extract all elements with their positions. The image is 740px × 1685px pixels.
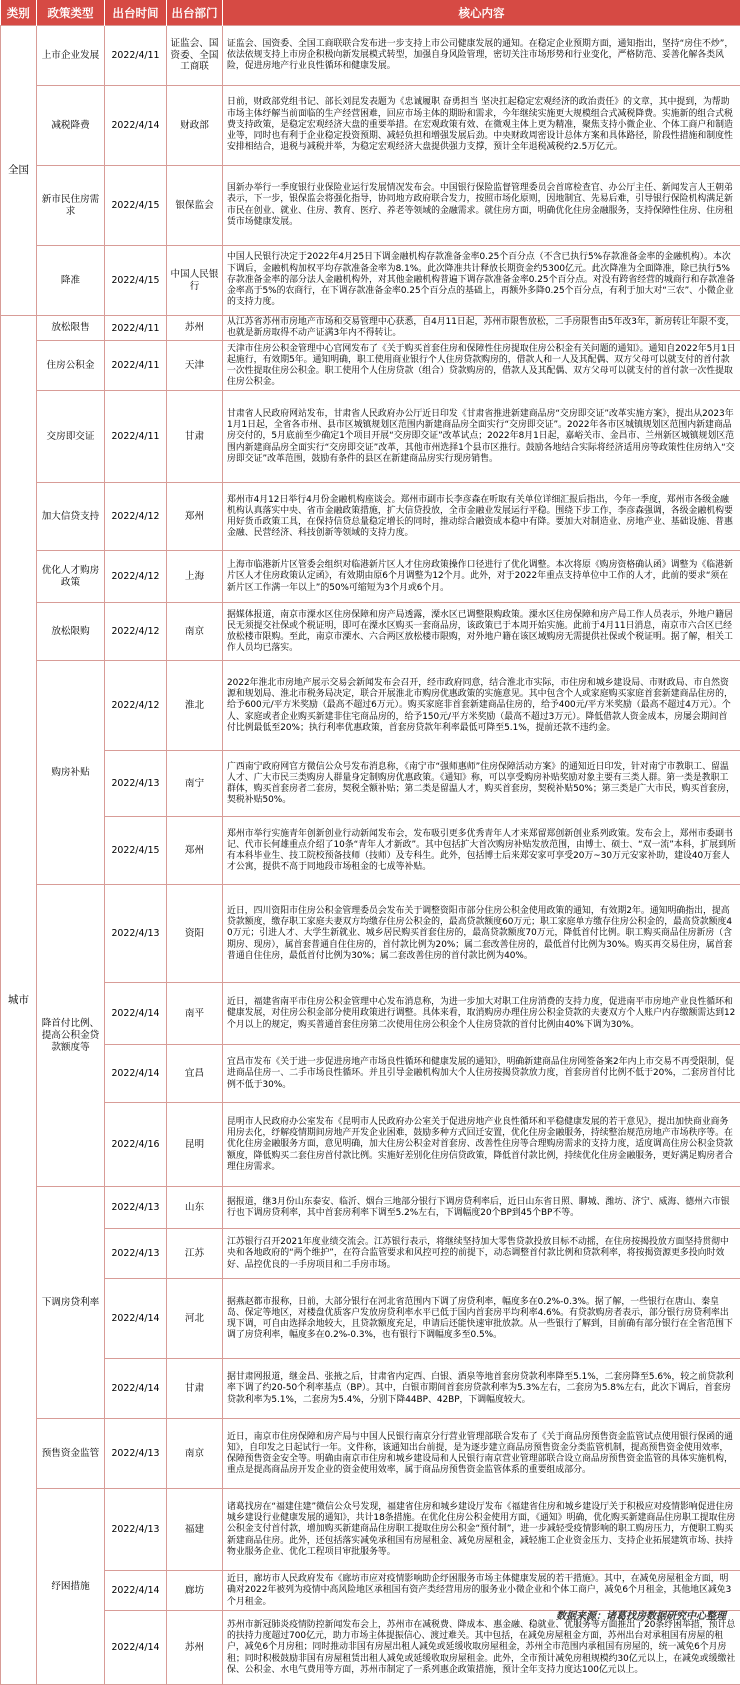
date-cell: 2022/4/14: [105, 86, 167, 166]
header-date: 出台时间: [105, 0, 167, 26]
policy-type: 住房公积金: [37, 341, 105, 391]
content-cell: 近日，四川资阳市住房公积金管理委员会发布关于调整资阳市部分住房公积金使用政策的通知，有效期2年。通知明确指出，提高贷款额度，缴存职工家庭夫妻双方均缴存住房公积金的，最高贷款额度60万元；职工家庭单方缴存住房公积金的，最高贷款额度40万元；引进人才、大学生新就业、城乡居民购买首套住房的，最高贷款额度70万元，降低首付比例。职工购买商品住房新房（含期房、现房），属首套普通自住住房的，首付款比例为20%；属二套改善住房的，最低首付比例为30%。购买再交易住房，属首套普通自住住房，最低首付比例为30%；属二套改善住房的首付款比例为40%。: [223, 885, 740, 983]
department-cell: 中国人民银行: [167, 246, 223, 316]
table-row: [1, 1103, 740, 1187]
table-row: [1, 751, 740, 817]
content-cell: 据报道，继3月份山东泰安、临沂、烟台三地部分银行下调房贷利率后，近日山东省日照、聊城、潍坊、济宁、威海、德州六市银行也下调房贷利率，其中首套房利率下调至5.2%左右，下调幅度20个BP到45个BP不等。: [223, 1187, 740, 1229]
table-row: [1, 483, 740, 551]
table-row: [1, 391, 740, 483]
content-cell: 近日，福建省南平市住房公积金管理中心发布消息称，为进一步加大对职工住房消费的支持力度，促进南平市房地产业良性循环和健康发展，对住房公积金部分使用政策进行调整。具体来看，取消购房办理住房公积金贷款的夫妻双方个人账户内存缴额需达到12个月以上的规定，购买普通首套住房第二次使用住房公积金个人住房贷款的首付比例由40%下调为30%。: [223, 983, 740, 1045]
content-cell: 中国人民银行决定于2022年4月25日下调金融机构存款准备金率0.25个百分点（不含已执行5%存款准备金率的金融机构）。本次下调后，金融机构加权平均存款准备金率为8.1%。此次降准共计释放长期资金约5300亿元。此次降准为全面降准，除已执行5%存款准备金率的部分法人金融机构外，对其他金融机构普遍下调存款准备金率0.25个百分点。对没有跨省经营的城商行和存款准备金率高于5%的农商行，在下调存款准备金率0.25个百分点的基础上，再额外多降0.25个百分点，有利于加大对“三农”、小微企业的支持力度。: [223, 246, 740, 316]
date-cell: 2022/4/11: [105, 341, 167, 391]
date-cell: 2022/4/12: [105, 661, 167, 751]
date-cell: 2022/4/11: [105, 26, 167, 86]
date-cell: 2022/4/14: [105, 1359, 167, 1419]
department-cell: 资阳: [167, 885, 223, 983]
policy-type: 减税降费: [37, 86, 105, 166]
table-row: [1, 1187, 740, 1229]
content-cell: 江苏银行召开2021年度业绩交流会。江苏银行表示，将继续坚持加大零售贷款投放目标不动摇，在住房按揭投放方面坚持贯彻中央和各地政府的“两个维护”，在符合监管要求和风控可控的前提下，动态调整首付款比例和贷款利率，将按揭资源更多投向时效好、品控优良的一手房项目和二手房市场。: [223, 1229, 740, 1279]
table-row: [1, 817, 740, 885]
date-cell: 2022/4/13: [105, 1187, 167, 1229]
content-cell: 近日，南京市住房保障和房产局与中国人民银行南京分行营业管理部联合发布了《关于商品房预售资金监管试点使用银行保函的通知》，自印发之日起试行一年。文件称，该通知出台前提，是为逐步建立商品房预售资金分类监管机制，提高预售资金使用效率，保障预售资金安全等。明确由南京市住房和城乡建设局和人民银行南京营业管理部联合设立商品房预售资金监管的具体实施机构，重点是提高商品房开发企业的资金使用效率，属于商品房预售资金监管体系的重要组成部分。: [223, 1419, 740, 1489]
table-row: [1, 1279, 740, 1359]
table-row: [1, 1229, 740, 1279]
table-row: [1, 166, 740, 246]
content-cell: 郑州市4月12日举行4月份金融机构座谈会。郑州市副市长李彦森在听取有关单位详细汇报后指出，今年一季度，郑州市各级金融机构认真落实中央、省市金融政策措施，扩大信贷投放，全市金融业发展运行平稳。围绕下步工作，李彦森强调，各级金融机构要用好货币政策工具，在保持信贷总量稳定增长的同时，推动综合融资成本稳中有降。要加大对制造业、房地产业、基础设施、普惠金融、民营经济、科技创新等领域的支持力度。: [223, 483, 740, 551]
content-cell: 甘肃省人民政府网站发布，甘肃省人民政府办公厅近日印发《甘肃省推进新建商品房“交房即交证”改革实施方案》，提出从2023年1月1日起，全省各市州、县市区城镇规划区范围内新建商品房全面实行“交房即交证”。2022年各市区城镇规划区范围内新建商品房交付的，5月底前至少确定1个项目开展“交房即交证”改革试点；2022年8月1日起，嘉峪关市、金昌市、兰州新区城镇规划区范围内新建商品房全面实行“交房即交证”改革，其他市州选择1个县市区推行。鼓励各地结合实际将经济适用房等政策性住房纳入“交房即交证”改革范围，鼓励有条件的县区在新建商品房实行现房销售。: [223, 391, 740, 483]
department-cell: 河北: [167, 1279, 223, 1359]
content-cell: 苏州市新冠肺炎疫情防控新闻发布会上，苏州市在减税费、降成本、惠金融、稳就业、优服务等方面推出了20条纾困举措，预计总的扶持力度超过700亿元，助力市场主体提振信心、渡过难关。其中包括，在减免房屋租金方面，苏州出台对承租国有房屋的租户，减免6个月房租；同时推动非国有房屋出租人减免或延缓收取房屋租金，苏州全市范围内承租国有房屋的，统一减免6个月房租；同时积极鼓励非国有房屋租赁出租人减免或延缓收取房屋租金。此外，全市预计减免房租规模约30亿元以上，在减免或缓缴社保、公积金、水电气费用等方面，苏州市制定了一系列惠企政策措施，预计全年支持力度达100亿元以上。: [223, 1611, 740, 1685]
content-cell: 上海市临港新片区管委会组织对临港新片区人才住房政策操作口径进行了优化调整。本次将原《购房资格确认函》调整为《临港新片区人才住房政策认定函》，有效期由原6个月调整为12个月。此外，对于2022年重点支持单位中工作的人才，此前的要求“须在新片区工作满一年以上”的50%可缩短为3个月或6个月。: [223, 551, 740, 603]
table-row: [1, 983, 740, 1045]
policy-type: 降准: [37, 246, 105, 316]
department-cell: 廊坊: [167, 1571, 223, 1611]
department-cell: 宜昌: [167, 1045, 223, 1103]
table-row: [1, 1045, 740, 1103]
policy-type: 降首付比例、提高公积金贷款额度等: [37, 885, 105, 1187]
date-cell: 2022/4/14: [105, 1611, 167, 1685]
department-cell: 天津: [167, 341, 223, 391]
date-cell: 2022/4/11: [105, 316, 167, 341]
content-cell: 国新办举行一季度银行业保险业运行发展情况发布会。中国银行保险监督管理委员会首席检查官、办公厅主任、新闻发言人王朝弟表示，下一步，银保监会将强化指导，协同地方政府联合发力，按照市场化原则，因地制宜、先易后难，引导银行保险机构满足新市民在创业、就业、住房、教育、医疗、养老等领域的金融需求。就住房方面，明确优化住房金融服务，支持保障性住房、住房租赁市场健康发展。: [223, 166, 740, 246]
department-cell: 昆明: [167, 1103, 223, 1187]
table-row: [1, 316, 740, 341]
department-cell: 甘肃: [167, 391, 223, 483]
table-row: [1, 1571, 740, 1611]
content-cell: 日前，财政部党组书记、部长刘昆发表题为《忠诚履职 奋勇担当 坚决扛起稳定宏观经济的政治责任》的文章，其中提到，为帮助市场主体纾解当前面临的生产经营困难，回应市场主体的期盼和需求，今年继续实施更大规模组合式减税降费。实施新的组合式税费支持政策，是稳定宏观经济大盘的重要举措。在宏观政策有效、在微观主体上更为精准，聚焦支持小微企业、个体工商户和制造业等，同时也有利于企业稳定投资预期、减轻负担和增强发展后劲。中央财政周密设计总体方案和具体路径，阶段性措施和制度性安排相结合，退税与减税并举，为稳定宏观经济大盘提供强力支撑，预计全年退税减税约2.5万亿元。: [223, 86, 740, 166]
policy-type: 纾困措施: [37, 1489, 105, 1685]
table-row: [1, 661, 740, 751]
content-cell: 郑州市举行实施青年创新创业行动新闻发布会，发布吸引更多优秀青年人才来郑留郑创新创业系列政策。发布会上，郑州市委副书记、代市长何雄重点介绍了10条“青年人才新政”。其中包括扩大首次购房补贴发放范围，由博士、硕士、“双一流”本科，扩展到所有本科毕业生、技工院校预备技师（技师）及专科生。此外，包括博士后来郑安家可享受20万~30万元安家补助，建设40万套人才公寓，提供不高于同地段市场租金的七成等补贴。: [223, 817, 740, 885]
policy-type: 购房补贴: [37, 661, 105, 885]
date-cell: 2022/4/13: [105, 1489, 167, 1571]
table-row: [1, 551, 740, 603]
department-cell: 上海: [167, 551, 223, 603]
policy-type: 优化人才购房政策: [37, 551, 105, 603]
content-cell: 从江苏省苏州市房地产市场和交易管理中心获悉，自4月11日起，苏州市限售放松，二手房限售由5年改3年，新房转让年限不变，也就是新房取得不动产证满3年内不得转让。: [223, 316, 740, 341]
content-cell: 广西南宁政府网官方微信公众号发布消息称，《南宁市“强师惠师”住房保障活动方案》的通知近日印发，针对南宁市教职工、留温人才、广大市民三类购房人群量身定制购房优惠政策。《通知》称，可以享受购房补贴奖励对象主要有三类人群。第一类是教职工群体，购买首套房者二套房，契税全额补贴；第二类是留温人才，购买首套房，契税补贴50%；第三类是广大市民，购买首套房，契税补贴50%。: [223, 751, 740, 817]
content-cell: 诸葛找房在“福建住建”微信公众号发现，福建省住房和城乡建设厅发布《福建省住房和城乡建设厅关于积极应对疫情影响促进住房城乡建设行业健康发展的通知》，共计18条措施。在优化住房公积金使用方面，《通知》明确，优化购买新建商品住房职工提取住房公积金支付首付款，增加购买新建商品住房职工提取住房公积金“预付制”，进一步减轻受疫情影响的职工购房压力，方便职工购买新建商品住房。此外，还包括落实减免承租国有房屋租金、减免房屋租金，减轻施工企业资金压力、支持企业拓展建筑市场、扶持物业服务企业、优化工程项目审批服务等。: [223, 1489, 740, 1571]
header-category: 类别: [1, 0, 37, 26]
table-header-row: [1, 0, 740, 26]
department-cell: 苏州: [167, 1611, 223, 1685]
date-cell: 2022/4/12: [105, 483, 167, 551]
policy-type: 新市民住房需求: [37, 166, 105, 246]
table-row: [1, 246, 740, 316]
department-cell: 江苏: [167, 1229, 223, 1279]
content-cell: 昆明市人民政府办公室发布《昆明市人民政府办公室关于促进房地产业良性循环和平稳健康发展的若干意见》，提出加快商业商务用房去化，纾解疫情期间房地产开发企业困难，鼓励多种方式回迁安置，优化住房金融服务，持续整治规范房地产市场秩序等。在优化住房金融服务方面，意见明确，加大住房公积金对首套房、改善性住房等合理购房需求的支持力度，适度调高住房公积金贷款额度，降低购买二套住房首付款比例。实施好差别化住房信贷政策，降低首付款比例，持续优化住房金融服务，更好满足购房者合理住房需求。: [223, 1103, 740, 1187]
date-cell: 2022/4/15: [105, 817, 167, 885]
date-cell: 2022/4/13: [105, 1419, 167, 1489]
content-cell: 2022年淮北市房地产展示交易会新闻发布会召开，经市政府同意，结合淮北市实际，市住房和城乡建设局、市财政局、市自然资源和规划局、淮北市税务局决定，联合开展淮北市购房优惠政策的实施意见。其中包含个人或家庭购买家庭首套新建商品住房的，给予600元/平方米奖励（最高不超过6万元）。购买家庭非首套新建商品住房的，给予400元/平方米奖励（最高不超过4万元）。个人、家庭或者企业购买新建非住宅商品房的，给予150元/平方米奖励（最高不超过3万元）。降低借款人资金成本，房屡会期间首付比例最低至20%；执行利率优惠政策，首套房贷款年利率最低可降至5.1%，提前还款不违约金。: [223, 661, 740, 751]
content-cell: 据媒体报道，南京市溧水区住房保障和房产局透露，溧水区已调整限购政策。溧水区住房保障和房产局工作人员表示，外地户籍居民无须提交社保或个税证明，即可在溧水区购买一套商品房，该政策已于本周开始实施。此前于4月11日消息，南京市六合区已经放松楼市限购。至此，南京市溧水、六合两区放松楼市限购，对外地户籍在该区域购房无需提供社保或个税证明。据了解，相关工作人员均已落实。: [223, 603, 740, 661]
policy-type: 加大信贷支持: [37, 483, 105, 551]
department-cell: 苏州: [167, 316, 223, 341]
content-cell: 证监会、国资委、全国工商联联合发布进一步支持上市公司健康发展的通知。在稳定企业预期方面，通知指出，坚持“房住不炒”，依法依规支持上市房企积极向新发展模式转型，加强自身风险管理，密切关注市场形势和行业变化，严格防范、妥善化解各类风险，促进房地产行业良性循环和健康发展。: [223, 26, 740, 86]
department-cell: 南宁: [167, 751, 223, 817]
department-cell: 南京: [167, 603, 223, 661]
content-cell: 据燕赵都市报称，日前，大部分银行在河北省范围内下调了房贷利率，幅度多在0.2%-0.3%。据了解，一些银行在唐山、秦皇岛、保定等地区，对楼盘优质客户发放房贷利率水平已低于国内首套房平均利率4.6%。有贷款购房者表示，部分银行房贷利率出现下调，可自由选择余地较大，且贷款额度充足，申请后还能快速审批放款。从一些银行了解到，目前确有部分银行在全省范围下调了房贷利率，幅度多在0.2%-0.3%，也有银行下调幅度多至0.5%。: [223, 1279, 740, 1359]
department-cell: 银保监会: [167, 166, 223, 246]
department-cell: 郑州: [167, 817, 223, 885]
department-cell: 郑州: [167, 483, 223, 551]
content-cell: 宜昌市发布《关于进一步促进房地产市场良性循环和健康发展的通知》，明确新建商品住房网签备案2年内上市交易不再受限制，促进商品住房一、二手市场良性循环。并且引导金融机构加大个人住房按揭贷款放力度，首套房首付比例不低于20%，二套房首付比例不低于30%。: [223, 1045, 740, 1103]
date-cell: 2022/4/13: [105, 1229, 167, 1279]
table-row: [1, 1489, 740, 1571]
content-cell: 近日，廊坊市人民政府发布《廊坊市应对疫情影响助企纾困服务市场主体健康发展的若干措施》。其中，在减免房屋租金方面，明确对2022年被列为疫情中高风险地区承租国有资产类经营用房的服务业小微企业和个体工商户，减免6个月租金，其他地区减免3个月租金。: [223, 1571, 740, 1611]
table-row: [1, 1611, 740, 1685]
table-row: [1, 603, 740, 661]
department-cell: 淮北: [167, 661, 223, 751]
date-cell: 2022/4/14: [105, 1045, 167, 1103]
region-national: 全国: [1, 26, 37, 316]
table-row: [1, 341, 740, 391]
date-cell: 2022/4/16: [105, 1103, 167, 1187]
content-cell: 据甘肃网报道，继金昌、张掖之后，甘肃省内定西、白银、酒泉等地首套房贷款利率降至5.1%，二套房降至5.6%，较之前贷款利率下调了约20-50个利率基点（BP）。其中，白银市期间首套房贷款利率为5.3%左右，二套房为5.8%左右，此次下调后，首套房贷款利率为5.1%，二套房为5.4%，分别下降44BP、42BP，下调幅度较大。: [223, 1359, 740, 1419]
header-core-content: 核心内容: [223, 0, 740, 26]
header-policy-type: 政策类型: [37, 0, 105, 26]
date-cell: 2022/4/12: [105, 603, 167, 661]
policy-type: 交房即交证: [37, 391, 105, 483]
header-department: 出台部门: [167, 0, 223, 26]
table-row: [1, 885, 740, 983]
policy-type: 下调房贷利率: [37, 1187, 105, 1419]
department-cell: 证监会、国资委、全国工商联: [167, 26, 223, 86]
date-cell: 2022/4/13: [105, 751, 167, 817]
department-cell: 福建: [167, 1489, 223, 1571]
department-cell: 财政部: [167, 86, 223, 166]
table-row: [1, 1359, 740, 1419]
date-cell: 2022/4/15: [105, 246, 167, 316]
date-cell: 2022/4/11: [105, 391, 167, 483]
date-cell: 2022/4/14: [105, 983, 167, 1045]
table-row: [1, 86, 740, 166]
policy-type: 放松限购: [37, 603, 105, 661]
date-cell: 2022/4/15: [105, 166, 167, 246]
department-cell: 甘肃: [167, 1359, 223, 1419]
policy-type: 放松限售: [37, 316, 105, 341]
date-cell: 2022/4/13: [105, 885, 167, 983]
table-row: [1, 1419, 740, 1489]
department-cell: 南京: [167, 1419, 223, 1489]
date-cell: 2022/4/14: [105, 1571, 167, 1611]
data-source-note: 数据来源：诸葛找房数据研究中心整理: [556, 1607, 726, 1622]
region-city: 城市: [1, 316, 37, 1685]
department-cell: 南平: [167, 983, 223, 1045]
date-cell: 2022/4/12: [105, 551, 167, 603]
date-cell: 2022/4/14: [105, 1279, 167, 1359]
policy-type: 上市企业发展: [37, 26, 105, 86]
policy-type: 预售资金监管: [37, 1419, 105, 1489]
table-row: [1, 26, 740, 86]
content-cell: 天津市住房公积金管理中心官网发布了《关于购买首套住房和保障性住房提取住房公积金有关问题的通知》。通知自2022年5月1日起施行，有效期5年。通知明确，职工使用商业银行个人住房贷款购房的，借款人和一人及其配偶、双方父母可以就支付的首付款一次性提取住房公积金。职工使用个人住房贷款（组合）贷款购房的，借款人及其配偶、双方父母可以就支付的首付款一次性提取住房公积金。: [223, 341, 740, 391]
department-cell: 山东: [167, 1187, 223, 1229]
